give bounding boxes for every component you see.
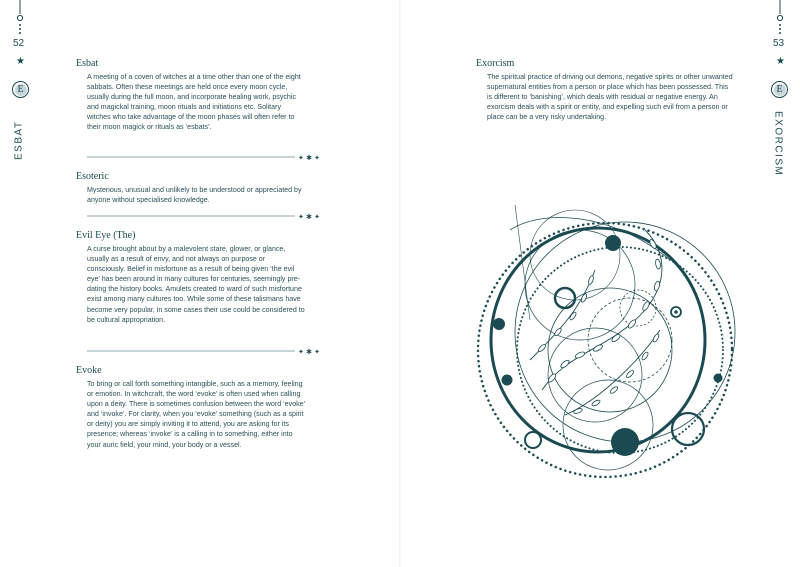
entry-term: Esoteric bbox=[76, 171, 109, 182]
side-running-head: ESBAT bbox=[13, 120, 25, 160]
side-running-head: EXORCISM bbox=[772, 111, 784, 177]
vine-stem bbox=[565, 330, 660, 415]
top-ornament-left bbox=[14, 0, 26, 34]
divider-glyph: ✦ ✱ ✦ bbox=[298, 348, 321, 356]
vine-stem bbox=[530, 270, 595, 360]
letter-badge-text: E bbox=[774, 84, 786, 96]
entry-divider bbox=[87, 152, 324, 162]
planet-solid bbox=[502, 375, 513, 386]
planet-ring bbox=[525, 432, 541, 448]
page-number: 52 bbox=[13, 38, 25, 49]
glossary-entry bbox=[476, 58, 736, 122]
entry-definition: A curse brought about by a malevolent stare, glower, or glance, usually as a result of envy, and not always on purpose or consciously. Belief in misfortune as a result of being given ‘the evil eye’ has been around in many cultures for centuries, seemingly pre-dating the history books. Amulets created to ward of such misfortune exist among many cultures too. While some of these talismans have become very popular, in some cases their use could be considered to be cultural appropriation. bbox=[87, 245, 305, 324]
planet-ring bbox=[555, 288, 575, 308]
entry-definition: Mysterious, unusual and unlikely to be understood or appreciated by anyone without specialised knowledge. bbox=[87, 186, 302, 205]
entry-divider bbox=[87, 211, 324, 221]
entry-term: Evoke bbox=[76, 365, 102, 376]
divider-glyph: ✦ ✱ ✦ bbox=[298, 213, 321, 221]
letter-badge-text: E bbox=[15, 84, 27, 96]
celestial-orbit-illustration bbox=[470, 200, 740, 480]
entry-term: Exorcism bbox=[476, 58, 515, 69]
entry-definition: The spiritual practice of driving out demons, negative spirits or other unwanted supernatural entities from a person or place which has been possessed. This is different to ‘banishing’, which deals with residual or negative energy. An exorcism deals with a spirit or entity, and expelling such evil from a person or place can be a very risky undertaking. bbox=[487, 73, 733, 122]
entry-divider bbox=[87, 346, 324, 356]
page-gutter bbox=[399, 0, 401, 567]
glossary-entry bbox=[76, 365, 316, 450]
glossary-entry bbox=[76, 171, 316, 205]
page-number: 53 bbox=[773, 38, 785, 49]
glossary-entry bbox=[76, 230, 316, 325]
planet-large bbox=[611, 428, 639, 456]
glossary-entry bbox=[76, 58, 316, 133]
planet-core bbox=[674, 310, 678, 314]
thin-ring bbox=[563, 380, 653, 470]
star-icon: ★ bbox=[16, 56, 25, 67]
star-icon: ★ bbox=[776, 56, 785, 67]
entry-term: Esbat bbox=[76, 58, 99, 69]
letter-badge bbox=[12, 81, 29, 98]
entry-definition: A meeting of a coven of witches at a time other than one of the eight sabbats. Often these meetings are held once every moon cycle, usually during the full moon, and incorporate healing work, psychic and magickal training, moon rituals and initiations etc. Solitary witches who take advantage of the moon phases will often refer to their moon magick or rituals as ‘esbats’. bbox=[87, 73, 301, 132]
divider-glyph: ✦ ✱ ✦ bbox=[298, 154, 321, 162]
thin-ring bbox=[548, 288, 672, 412]
top-ornament-right bbox=[774, 0, 786, 34]
entry-definition: To bring or call forth something intangible, such as a memory, feeling or emotion. In witchcraft, the word ‘evoke’ is often used when calling upon a deity. There is sometimes confusion between the word ‘evoke’ and ‘invoke’. For clarity, when you ‘evoke’ something (such as a spirit or deity) you are simply inviting it to attend, you are asking for its presence; whereas ‘invoke’ is a calling in to something, either into your auric field, your mind, your body or a vessel. bbox=[87, 380, 305, 449]
thin-ring bbox=[515, 222, 735, 442]
dashed-ring bbox=[620, 290, 656, 326]
letter-badge bbox=[771, 81, 788, 98]
planet-solid bbox=[493, 318, 505, 330]
entry-term: Evil Eye (The) bbox=[76, 230, 136, 241]
planet-solid bbox=[714, 374, 723, 383]
dashed-ring bbox=[588, 298, 672, 382]
planet-solid bbox=[605, 235, 621, 251]
